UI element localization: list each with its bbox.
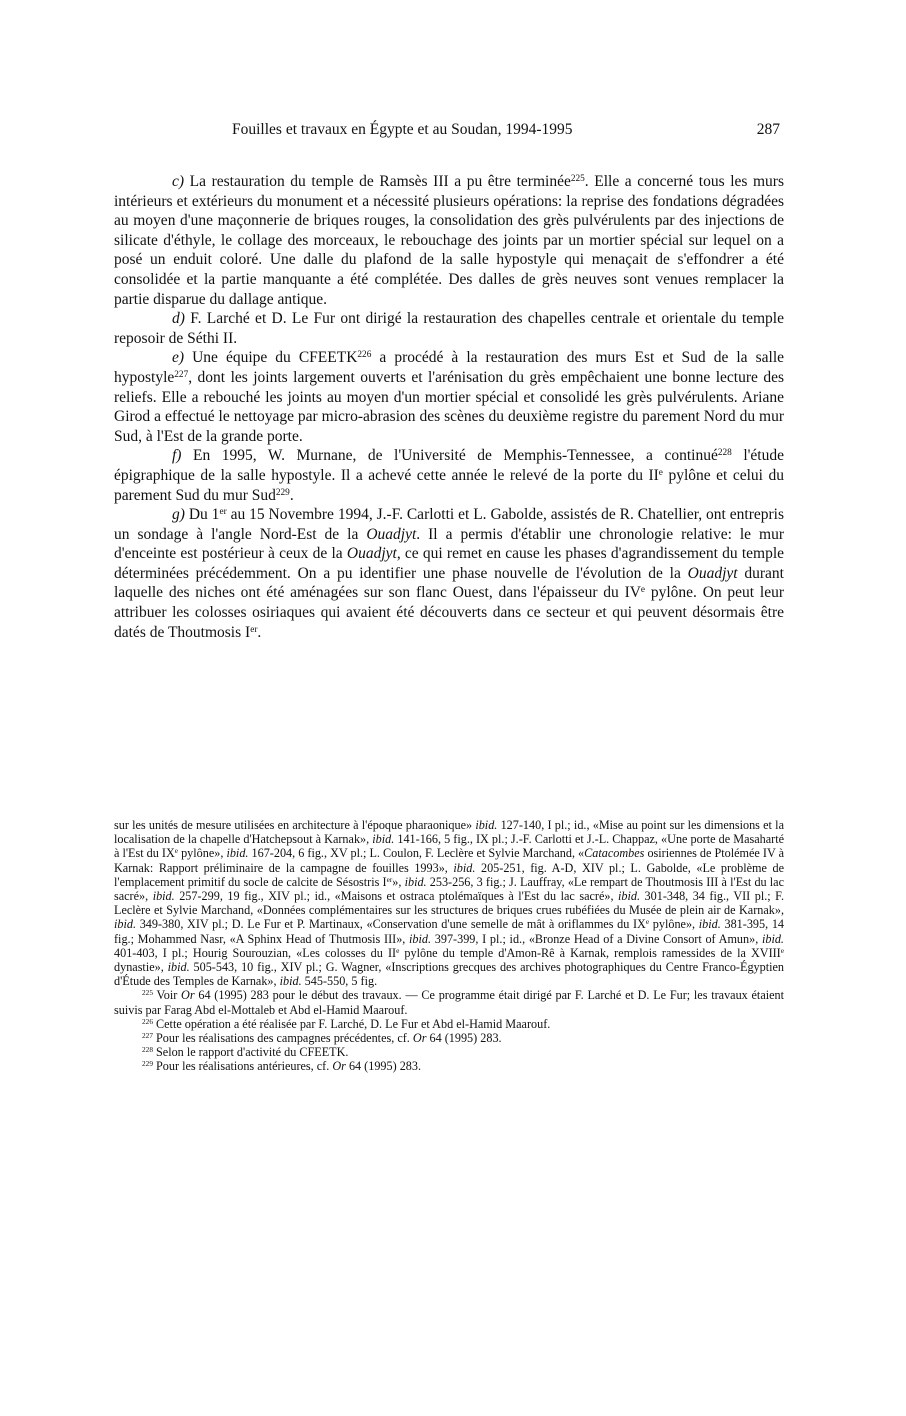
item-label: e): [172, 349, 185, 367]
footnote-number: 227: [142, 1031, 153, 1041]
item-label: g): [172, 506, 185, 524]
footnote-number: 229: [142, 1059, 153, 1069]
paragraph-f: f) En 1995, W. Murnane, de l'Université de Memphis-Tennessee, a continué$^{228}$ l'étude épigraphique de la salle hypostyle. Il a achevé cette année le relevé de la porte du IIe pylône et celui du parement Sud du mur Sud$^{229}$.: [114, 447, 784, 504]
footnote-continuation: sur les unités de mesure utilisées en architecture à l'époque pharaonique» ibid. 127-140, I pl.; id., «Mise au point sur les dimensions et la localisation de la chapelle d'Hatchepsout à Karnak», ibid. 141-166, 5 fig., IX pl.; J.-F. Carlotti et J.-L. Chappaz, «Une porte de Masaharté à l'Est du IXe pylône», ibid. 167-204, 6 fig., XV pl.; L. Coulon, F. Leclère et Sylvie Marchand, «Catacombes osiriennes de Ptolémée IV à Karnak: Rapport préliminaire de la campagne de fouilles 1993», ibid. 205-251, fig. A-D, XIV pl.; L. Gabolde, «Le problème de l'emplacement primitif du socle de calcite de Sésostris Ier», ibid. 253-256, 3 fig.; J. Lauffray, «Le rempart de Thoutmosis III à l'Est du lac sacré», ibid. 257-299, 19 fig., XIV pl.; id., «Maisons et ostraca ptolémaïques à l'Est du lac sacré», ibid. 301-348, 34 fig., VII pl.; F. Leclère et Sylvie Marchand, «Données complémentaires sur les structures de briques crues rubéfiées du Musée de plein air de Karnak», ibid. 349-380, XIV pl.; D. Le Fur et P. Martinaux, «Conservation d'une semelle de mât à oriflammes du IXe pylône», ibid. 381-395, 14 fig.; Mohammed Nasr, «A Sphinx Head of Thutmosis III», ibid. 397-399, I pl.; id., «Bronze Head of a Divine Consort of Amun», ibid. 401-403, I pl.; Hourig Sourouzian, «Les colosses du IIe pylône du temple d'Amon-Rê à Karnak, remplois ramessides de la XVIIIe dynastie», ibid. 505-543, 10 fig., XIV pl.; G. Wagner, «Inscriptions grecques des archives photographiques du Centre Franco-Égyptien d'Étude des Temples de Karnak», ibid. 545-550, 5 fig.: [114, 818, 785, 989]
item-label: c): [172, 173, 185, 190]
footnote-ref: 225: [570, 173, 585, 184]
paragraph-d: d) F. Larché et D. Le Fur ont dirigé la restauration des chapelles centrale et orientale du temple reposoir de Séthi II.: [114, 310, 784, 347]
paragraph-e: e) Une équipe du CFEETK$^{226}$ a procédé à la restauration des murs Est et Sud de la salle hypostyle$^{227}$, dont les joints largement ouverts et l'arénisation du grès empêchaient une bonne lecture des reliefs. Elle a rebouché les joints au moyen d'un mortier spécial et consolidé les grès pulvérulents. Ariane Girod a effectué le nettoyage par micro-abrasion des scènes du deuxième registre du parement Nord du mur Sud, à l'Est de la grande porte.: [114, 349, 785, 445]
item-label: f): [172, 447, 182, 465]
page-number: 287: [756, 121, 780, 138]
footnote-225: $^{225}$ Voir Or 64 (1995) 283 pour le début des travaux. — Ce programme était dirigé par F. Larché et D. Le Fur; les travaux étaient suivis par Farag Abd el-Mottaleb et Abd el-Hamid Maarouf.: [114, 988, 785, 1017]
footnote-number: 226: [142, 1016, 153, 1026]
body-text: [114, 172, 784, 642]
footnote-ref: 226: [357, 350, 372, 361]
footnote-number: 225: [142, 988, 153, 998]
footnote-227: $^{227}$ Pour les réalisations des campagnes précédentes, cf. Or 64 (1995) 283.: [142, 1031, 502, 1046]
paragraph-g: g) Du 1er au 15 Novembre 1994, J.-F. Carlotti et L. Gabolde, assistés de R. Chatellier, ont entrepris un sondage à l'angle Nord-Est de la Ouadjyt. Il a permis d'établir une chronologie relative: le mur d'enceinte est postérieur à ceux de la Ouadjyt, ce qui remet en cause les phases d'agrandissement du temple déterminées précédemment. On a pu identifier une phase nouvelle de l'évolution de la Ouadjyt durant laquelle des niches ont été aménagées sur son flanc Ouest, dans l'épaisseur du IVe pylône. On peut leur attribuer les colosses osiriaques qui avaient été découverts dans ce secteur et qui peuvent désormais être datés de Thoutmosis Ier.: [114, 506, 785, 641]
footnote-ref: 229: [275, 487, 290, 498]
item-label: d): [172, 310, 185, 328]
footnote-229: $^{229}$ Pour les réalisations antérieures, cf. Or 64 (1995) 283.: [142, 1059, 422, 1074]
running-head: [114, 121, 784, 141]
paragraph-c: c) La restauration du temple de Ramsès III a pu être terminée$^{225}$. Elle a concerné tous les murs intérieurs et extérieurs du monument et a nécessité plusieurs opérations: la reprise des fondations dégradées au moyen d'une maçonnerie de briques rouges, la consolidation des grès pulvérulents par des injections de silicate d'éthyle, le collage des morceaux, le rebouchage des joints par un mortier spécial sur lequel on a posé un enduit coloré. Une dalle du plafond de la salle hypostyle qui menaçait de s'effondrer a été consolidée et la partie manquante a été complétée. Des dalles de grès neuves sont venues remplacer la partie disparue du dallage antique.: [114, 173, 784, 308]
footnote-228: $^{228}$ Selon le rapport d'activité du CFEETK.: [142, 1045, 349, 1060]
footnote-ref: 228: [717, 448, 732, 459]
footnote-226: $^{226}$ Cette opération a été réalisée par F. Larché, D. Le Fur et Abd el-Hamid Maarouf.: [142, 1016, 551, 1031]
footnote-ref: 227: [174, 369, 189, 380]
running-title: Fouilles et travaux en Égypte et au Soudan, 1994-1995: [232, 121, 573, 138]
footnotes: [114, 818, 784, 1074]
footnote-number: 228: [142, 1045, 153, 1055]
